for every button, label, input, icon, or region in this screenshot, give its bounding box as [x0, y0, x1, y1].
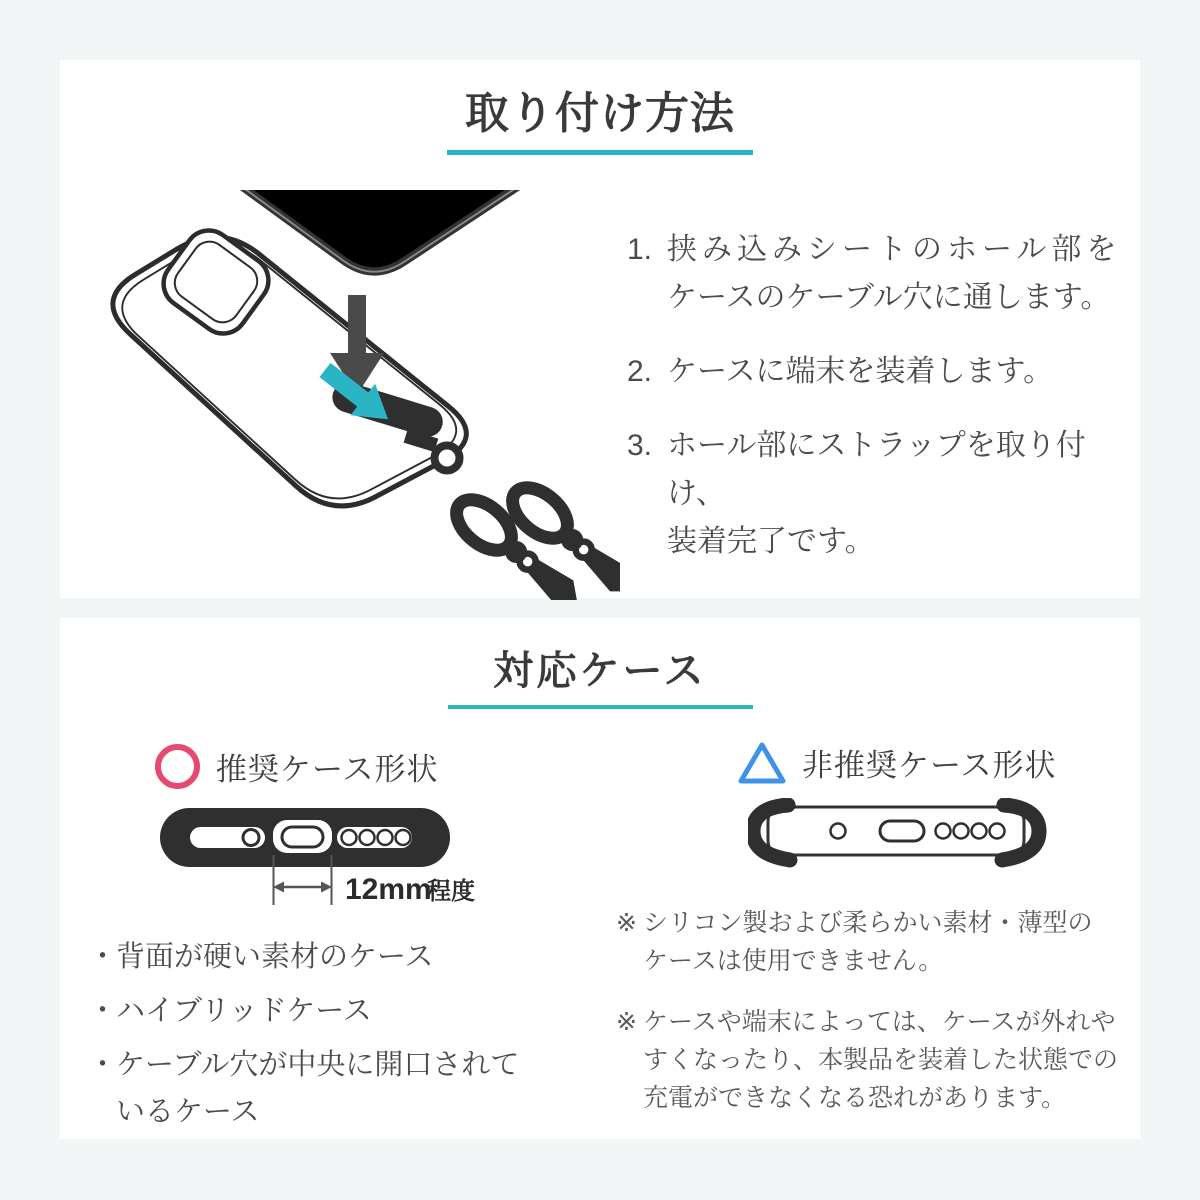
bullet-mark: ・	[88, 1049, 118, 1081]
list-item-text: ハイブリッドケース	[116, 995, 372, 1027]
list-item	[88, 988, 521, 1035]
list-item	[88, 1042, 521, 1136]
installation-title: 取り付け方法	[465, 89, 735, 138]
not-recommended-case-bottom-illustration	[748, 798, 1048, 868]
compatibility-title-block	[60, 648, 1140, 709]
installation-section	[60, 60, 1140, 598]
step-number: 1.	[627, 233, 653, 266]
title-underline	[448, 705, 753, 709]
note-text-line: ケースや端末によっては、ケースが外れや	[643, 1008, 1116, 1036]
step-number: 3.	[627, 429, 653, 462]
note-mark: ※	[616, 1008, 637, 1036]
not-recommended-heading	[738, 740, 1056, 785]
bullet-mark: ・	[88, 995, 118, 1027]
recommended-label: 推奨ケース形状	[216, 752, 439, 787]
note-text-line: シリコン製および柔らかい素材・薄型の	[643, 909, 1093, 937]
step-number: 2.	[627, 355, 653, 388]
circle-outline-icon	[155, 744, 200, 789]
recommended-case-bottom-illustration	[155, 795, 495, 915]
case-strap-attachment-illustration	[60, 165, 620, 600]
step-text-line: ケースに端末を装着します。	[667, 355, 1054, 388]
step-text-line: ケースのケーブル穴に通します。	[667, 281, 1111, 314]
step-text-line: 装着完了です。	[667, 525, 875, 558]
step-1	[627, 226, 1140, 322]
recommended-heading	[155, 744, 438, 789]
strap-clasps	[447, 478, 620, 600]
step-2	[627, 348, 1140, 396]
case-outline-drawing	[113, 221, 466, 506]
step-3	[627, 422, 1140, 566]
note-item	[616, 1003, 1150, 1117]
strap-hole-ring	[435, 446, 460, 471]
dimension-suffix: 程度	[427, 878, 475, 905]
title-underline	[447, 150, 753, 155]
caution-notes	[616, 904, 1150, 1140]
compatibility-section	[60, 618, 1140, 1139]
triangle-outline-icon	[738, 741, 786, 785]
bullet-mark: ・	[88, 941, 118, 973]
list-item-text: 背面が硬い素材のケース	[116, 941, 434, 973]
note-text-line: すくなったり、本製品を装着した状態での	[643, 1046, 1119, 1074]
note-mark: ※	[616, 909, 637, 937]
step-text-line: 挟み込みシートのホール部を	[667, 233, 1122, 266]
note-text-line: ケースは使用できません。	[643, 947, 944, 975]
installation-title-block	[60, 88, 1140, 155]
not-recommended-label: 非推奨ケース形状	[802, 748, 1057, 783]
compatibility-title: 対応ケース	[493, 649, 707, 693]
note-text-line: 充電ができなくなる恐れがあります。	[643, 1084, 1067, 1112]
list-item-text: ケーブル穴が中央に開口されているケース	[116, 1049, 520, 1128]
installation-steps	[627, 226, 1140, 592]
recommended-case-list	[88, 934, 521, 1143]
dimension-value: 12mm	[345, 873, 432, 906]
note-item	[616, 904, 1150, 980]
step-text-line: ホール部にストラップを取り付け、	[667, 429, 1086, 510]
list-item	[88, 934, 521, 981]
